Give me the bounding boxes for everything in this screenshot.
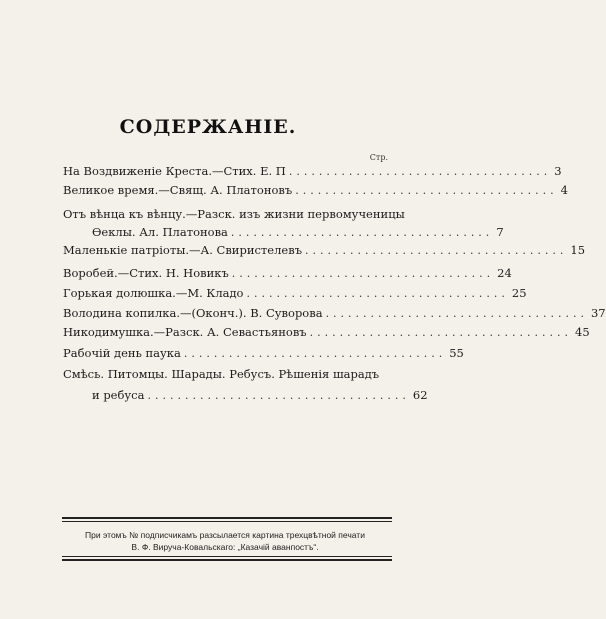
toc-entry-page: 25	[511, 286, 527, 300]
toc-entry-title: Рабочій день паука	[63, 346, 181, 360]
toc-entry-page: 62	[412, 388, 428, 402]
toc-entry-title: Ѳеклы. Ал. Платонова	[92, 225, 228, 239]
toc-entry-page: 4	[560, 183, 568, 197]
dot-leader: ...................................	[183, 347, 447, 360]
dot-leader: ...................................	[231, 267, 495, 280]
toc-entry-title: и ребуса	[92, 388, 145, 402]
toc-entry	[63, 164, 562, 178]
dot-leader: ...................................	[288, 165, 552, 178]
toc-entry-title: Смѣсь. Питомцы. Шарады. Ребусъ. Рѣшенія шарадъ	[63, 367, 380, 381]
toc-entry	[63, 346, 464, 360]
toc-entry-title: Отъ вѣнца къ вѣнцу.—Разск. изъ жизни первомученицы	[63, 207, 405, 221]
toc-entry	[63, 325, 590, 339]
bottom-rule	[62, 559, 392, 561]
toc-entry-continuation	[92, 225, 504, 239]
toc-entry	[63, 306, 606, 320]
dot-leader: ...................................	[309, 326, 573, 339]
dot-leader: ...................................	[147, 389, 410, 402]
toc-entry	[63, 243, 586, 257]
toc-entry-title: Горькая долюшка.—М. Кладо	[63, 286, 244, 300]
top-rule-thin	[62, 521, 392, 522]
toc-entry	[63, 266, 512, 280]
toc-entry-page: 7	[496, 225, 504, 239]
toc-entry-page: 3	[554, 164, 562, 178]
toc-entry-page: 45	[575, 325, 590, 339]
bottom-rule-thin	[62, 556, 392, 557]
toc-entry-page: 37	[590, 306, 606, 320]
page-title: СОДЕРЖАНІЕ.	[119, 116, 297, 138]
toc-entry-page: 55	[449, 346, 464, 360]
toc-entry-title: На Воздвиженіе Креста.—Стих. Е. П	[63, 164, 286, 178]
notice-line: В. Ф. Вируча-Ковальскаго: „Казачій аванпостъ“.	[131, 542, 319, 552]
dot-leader: ...................................	[295, 184, 558, 197]
toc-entry	[63, 183, 568, 197]
toc-entry-continuation	[92, 388, 428, 402]
dot-leader: ...................................	[305, 244, 568, 257]
toc-entry-title: Воробей.—Стих. Н. Новикъ	[63, 266, 229, 280]
toc-entry	[63, 367, 388, 381]
toc-entry-page: 24	[497, 266, 512, 280]
top-rule	[62, 517, 392, 519]
dot-leader: ...................................	[230, 226, 494, 239]
toc-entry-title: Великое время.—Свящ. А. Платоновъ	[63, 183, 293, 197]
dot-leader: ...................................	[246, 287, 509, 300]
page-column-label: Стр.	[369, 153, 388, 162]
toc-entry-title: Никодимушка.—Разск. А. Севастьяновъ	[63, 325, 307, 339]
toc-entry-page: 15	[570, 243, 586, 257]
toc-entry	[63, 207, 405, 221]
dot-leader: ...................................	[325, 307, 588, 320]
toc-entry-title: Маленькіе патріоты.—А. Свиристелевъ	[63, 243, 303, 257]
toc-entry	[63, 286, 527, 300]
notice-text	[55, 529, 395, 553]
toc-entry-title: Володина копилка.—(Оконч.). В. Суворова	[63, 306, 323, 320]
notice-line: При этомъ № подписчикамъ разсылается картина трехцвѣтной печати	[85, 530, 365, 540]
